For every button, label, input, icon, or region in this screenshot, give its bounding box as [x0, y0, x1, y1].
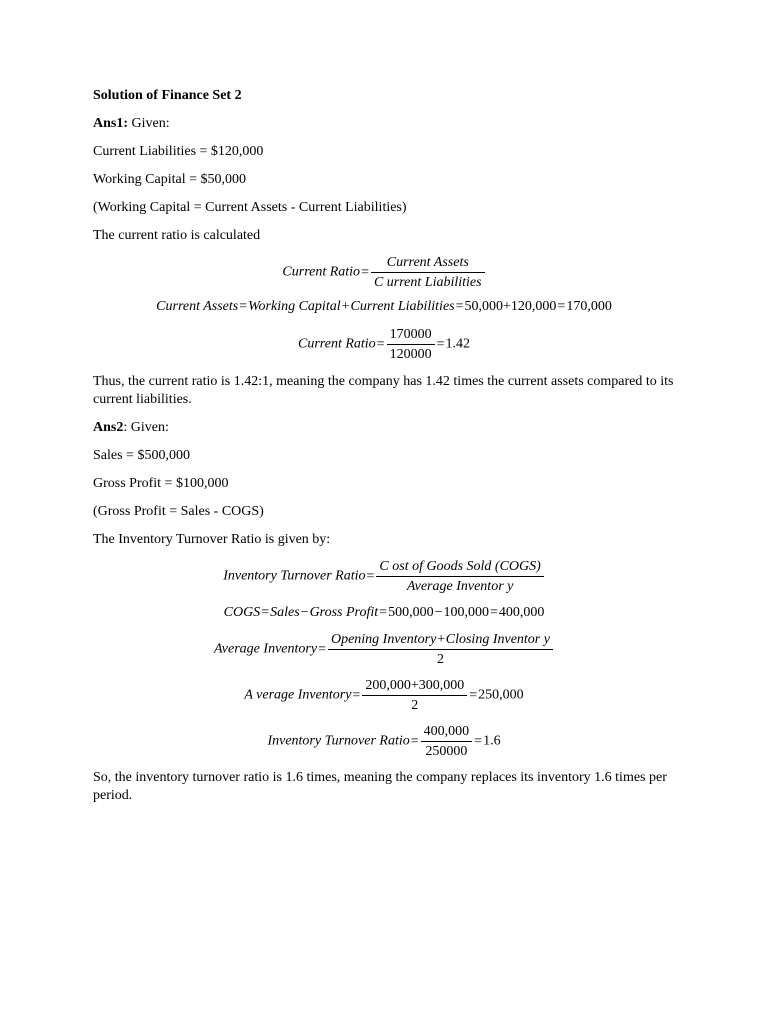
ans2-gross-profit-formula: (Gross Profit = Sales - COGS): [93, 504, 264, 519]
eq-result: 1.42: [445, 336, 470, 352]
ans2-gross-profit: Gross Profit = $100,000: [93, 476, 229, 491]
inventory-turnover-formula: Inventory Turnover Ratio= $\frac{\text{C ost of Goods Sold (COGS)}}{\text{Average Inventor y}}$: [0, 558, 768, 595]
fraction: [421, 723, 473, 760]
ans1-working-capital-formula: (Working Capital = Current Assets - Current Liabilities): [93, 200, 407, 215]
ans1-intro: The current ratio is calculated: [93, 228, 261, 243]
eq-lhs: Current Ratio: [282, 264, 361, 280]
current-ratio-formula: Current Ratio= $\frac{\text{Current Assets}}{\text{C urrent Liabilities}}$: [0, 254, 768, 291]
eq-result: 400,000: [498, 605, 545, 620]
numerator: 400,000: [421, 723, 473, 742]
denominator: Average Inventor y: [406, 579, 514, 594]
eq-term: Current Liabilities: [350, 299, 455, 314]
ans2-conclusion: So, the inventory turnover ratio is 1.6 times, meaning the company replaces its inventory 1.6 times per period.: [93, 770, 667, 803]
numerator: Opening Inventory+Closing Inventor y: [328, 631, 553, 650]
ans1-conclusion: Thus, the current ratio is 1.42:1, meaning the company has 1.42 times the current assets compared to its current liabilities.: [93, 374, 674, 407]
denominator: 2: [436, 652, 444, 667]
eq-lhs: Average Inventory: [214, 641, 318, 657]
denominator: C urrent Liabilities: [373, 275, 482, 290]
numerator: 200,000+300,000: [362, 677, 467, 696]
current-ratio-result: Current Ratio= $\frac{170000}{120000}$ =1.42: [298, 327, 470, 362]
ans2-heading: [93, 419, 169, 437]
eq-term: Current Assets: [156, 299, 239, 314]
document-title: Solution of Finance Set 2: [93, 88, 242, 103]
eq-term: Working Capital: [248, 299, 341, 314]
fraction: [362, 677, 467, 714]
ans1-given: Given:: [128, 116, 170, 131]
eq-term: Sales: [270, 605, 300, 620]
ans2-label: Ans2: [93, 420, 124, 435]
numerator: C ost of Goods Sold (COGS): [376, 558, 543, 577]
ans2-intro: The Inventory Turnover Ratio is given by:: [93, 532, 331, 547]
fraction: [387, 326, 435, 363]
ans2-sales: Sales = $500,000: [93, 448, 190, 463]
inventory-turnover-result: Inventory Turnover Ratio= $\frac{400,000}{250000}$ =1.6: [267, 724, 501, 759]
ans2-given: : Given:: [123, 420, 169, 435]
eq-lhs: Current Ratio: [298, 336, 376, 352]
eq-lhs: Inventory Turnover Ratio: [267, 733, 410, 749]
eq-result: 1.6: [483, 733, 501, 749]
eq-term: 100,000: [443, 605, 489, 620]
eq-result: 250,000: [478, 687, 524, 703]
eq-term: 50,000+120,000: [464, 299, 557, 314]
ans1-label: Ans1:: [93, 116, 129, 131]
eq-result: 170,000: [566, 299, 612, 314]
eq-term: 500,000: [388, 605, 434, 620]
denominator: 120000: [389, 347, 432, 362]
average-inventory-formula: Average Inventory= $\frac{\text{Opening Inventory+Closing Inventor y}}{2}$: [0, 631, 768, 668]
ans1-current-liabilities: Current Liabilities = $120,000: [93, 144, 264, 159]
ans1-heading: [93, 115, 170, 133]
eq-term: Gross Profit: [309, 605, 379, 620]
average-inventory-calculation: A verage Inventory= $\frac{200,000+300,000}{2}$ =250,000: [244, 678, 524, 713]
ans1-working-capital: Working Capital = $50,000: [93, 172, 246, 187]
cogs-calculation: COGS=Sales−Gross Profit=500,000−100,000=400,000: [223, 605, 545, 620]
denominator: 250000: [425, 744, 468, 759]
fraction: [328, 631, 553, 668]
denominator: 2: [411, 698, 419, 713]
numerator: 170000: [387, 326, 435, 345]
numerator: Current Assets: [371, 254, 485, 273]
eq-lhs: Inventory Turnover Ratio: [223, 568, 366, 584]
fraction: [371, 254, 485, 291]
eq-term: COGS: [223, 605, 261, 620]
fraction: [376, 558, 543, 595]
eq-lhs: A verage Inventory: [244, 687, 352, 703]
current-assets-calculation: Current Assets=Working Capital+Current Liabilities=50,000+120,000=170,000: [156, 299, 612, 314]
